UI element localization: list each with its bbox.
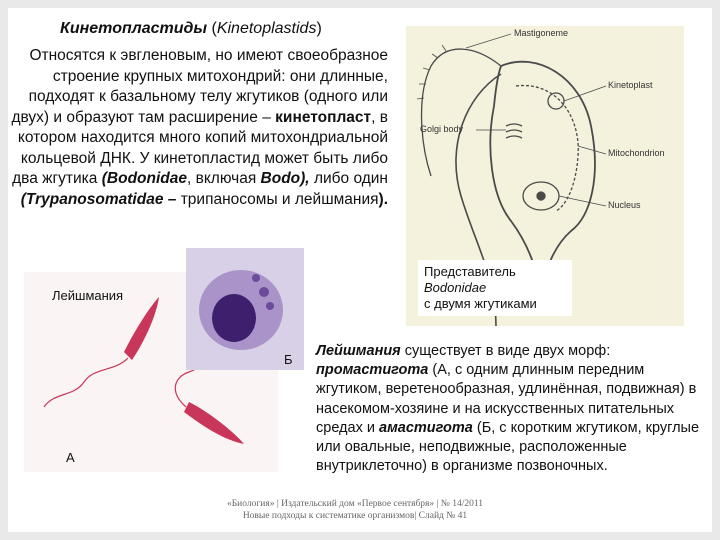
golgi-shape (506, 124, 522, 138)
intro-text-5: либо один (313, 170, 388, 187)
leishmania-paragraph (316, 342, 700, 476)
anterior-flagellum (422, 49, 501, 176)
intro-text-4: , включая (187, 170, 257, 187)
mitochondrion-shape (516, 86, 578, 211)
title-latin: Kinetoplastids (216, 20, 317, 37)
leish-text-3: (Б, с коротким жгутиком, круглые или овальные, неподвижные, расположенные внутриклеточно) в организме позвоночных. (316, 419, 700, 475)
label-golgi: Golgi body (420, 124, 464, 134)
bodo-caption-line-3: с двумя жгутиками (424, 296, 537, 311)
intro-text-6: трипаносомы и лейшмания (180, 190, 379, 208)
leish-text-2: (А, с одним длинным передним жгутиком, веретенообразная, удлинённая, подвижная) в насекомом-хозяине и на искусственных питательных средах и (316, 362, 697, 436)
footer-line-1: «Биология» | Издательский дом «Первое сентября» | № 14/2011 (226, 499, 484, 509)
intro-text-7: ). (378, 190, 388, 208)
intro-text-2: , в котором находится много копий митохондриальной кольцевой ДНК. (17, 108, 388, 167)
leish-promastigota: промастигота (316, 362, 429, 379)
leish-text-1: существует в виде двух морф: (404, 343, 611, 359)
bodo-caption-line-2: Bodonidae (424, 280, 487, 295)
label-mastigoneme: Mastigoneme (514, 28, 569, 38)
leish-name: Лейшмания (316, 343, 401, 359)
nucleolus-shape (537, 192, 545, 200)
label-mitochondrion: Mitochondrion (608, 148, 665, 158)
slide-footer (120, 498, 590, 522)
label-leishmania: Лейшмания (52, 288, 124, 303)
amastigote-body-3 (252, 274, 260, 282)
leader-nucleus (559, 196, 606, 206)
title-russian: Кинетопластиды (60, 20, 208, 37)
label-kinetoplast: Kinetoplast (608, 80, 653, 90)
amastigote-body-2 (266, 302, 274, 310)
amastigote-photo (186, 248, 304, 370)
leader-mastigoneme (466, 34, 511, 48)
mastigoneme-hairs (417, 45, 446, 99)
bodo-caption (418, 260, 572, 316)
bodo-caption-line-1: Представитель (424, 264, 516, 279)
host-cell-nucleus (212, 294, 256, 342)
amastigote-body-1 (259, 287, 269, 297)
intro-kinetoplast: кинетопласт (275, 108, 372, 126)
leader-mitochondrion (578, 146, 606, 154)
label-nucleus: Nucleus (608, 200, 641, 210)
label-b: Б (284, 352, 293, 367)
intro-bodo: Bodo), (260, 170, 310, 187)
kinetoplast-shape (548, 93, 564, 109)
intro-trypanosomatidae: (Trypanosomatidae – (20, 190, 177, 208)
cell-body-outline (490, 62, 595, 291)
label-a: А (66, 450, 75, 465)
intro-text-1: Относятся к эвгленовым, но имеют своеобразное строение крупных митохондрий: они длинные, подходят к базальному телу жгутиков (одного или двух) и образуют там расширение – (11, 47, 388, 126)
promastigote-flagellum-1 (44, 358, 128, 407)
leader-kinetoplast (564, 86, 606, 101)
intro-text-3: У кинетопластид может быть либо два жгутика (12, 149, 388, 187)
intro-paragraph (8, 46, 388, 210)
leish-amastigota: амастигота (379, 419, 473, 436)
intro-bodonidae: (Bodonidae (101, 170, 187, 187)
promastigote-cell-1 (124, 297, 159, 360)
promastigote-cell-2 (184, 402, 244, 444)
footer-line-2: Новые подходы к систематике организмов| Слайд № 41 (242, 511, 468, 521)
slide-title: Кинетопластиды (Kinetoplastids) (60, 20, 322, 37)
